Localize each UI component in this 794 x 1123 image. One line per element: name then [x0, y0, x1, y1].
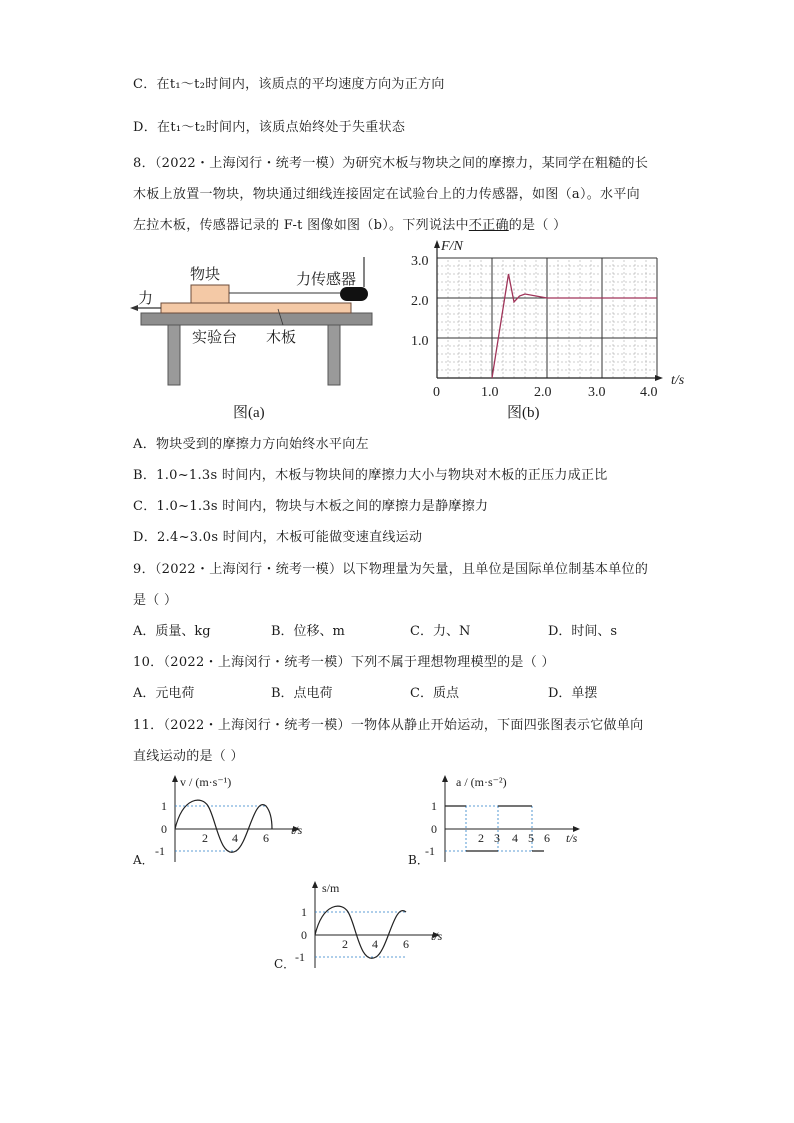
- ft-ytick-1: 1.0: [411, 334, 429, 349]
- svg-text:0: 0: [161, 822, 167, 836]
- q9-stem-line2: 是（ ）: [133, 593, 178, 608]
- svg-text:2: 2: [478, 831, 484, 845]
- graph-a-label: A．: [133, 853, 154, 867]
- graph-c-label: C．: [274, 957, 296, 971]
- prev-option-c: C．在t₁～t₂时间内，该质点的平均速度方向为正方向: [133, 77, 445, 92]
- label-sensor: 力传感器: [296, 272, 357, 288]
- svg-text:6: 6: [403, 937, 409, 951]
- table-leg-left: [168, 325, 180, 385]
- q8-stem-line2: 木板上放置一物块，物块通过细线连接固定在试验台上的力传感器，如图（a）。水平向: [133, 187, 640, 202]
- svg-text:4: 4: [512, 831, 518, 845]
- svg-text:2: 2: [202, 831, 208, 845]
- q11-stem-line1: 11．（2022・上海闵行・统考一模）一物体从静止开始运动，下面四张图表示它做单向: [133, 718, 644, 733]
- svg-text:-1: -1: [425, 844, 435, 858]
- svg-text:5: 5: [528, 831, 534, 845]
- q8-stem-line3-post: 的是（ ）: [508, 218, 567, 233]
- svg-text:1: 1: [161, 799, 167, 813]
- q10-option-c: C．质点: [410, 686, 459, 701]
- graph-a-vt: [150, 772, 320, 864]
- svg-text:4: 4: [232, 831, 238, 845]
- figure-a-apparatus: [128, 255, 378, 390]
- ft-xtick-0: 0: [433, 385, 440, 400]
- table-top: [141, 313, 372, 325]
- svg-text:3: 3: [494, 831, 500, 845]
- label-table: 实验台: [192, 330, 238, 346]
- q10-stem: 10．（2022・上海闵行・统考一模）下列不属于理想物理模型的是（ ）: [133, 655, 555, 670]
- svg-text:-1: -1: [155, 844, 165, 858]
- svg-text:0: 0: [301, 928, 307, 942]
- q8-option-a: A．物块受到的摩擦力方向始终水平向左: [133, 437, 369, 452]
- q11-stem-line2: 直线运动的是（ ）: [133, 749, 244, 764]
- graph-b-at: [420, 772, 590, 864]
- q8-underlined-word: 不正确: [468, 218, 509, 233]
- svg-text:t/s: t/s: [566, 831, 578, 845]
- ft-xlabel: t/s: [671, 373, 685, 388]
- ft-ytick-3: 3.0: [411, 254, 429, 269]
- ft-ylabel: F/N: [441, 239, 463, 254]
- graph-a-curve: [175, 800, 272, 852]
- graph-c-st: [290, 878, 460, 970]
- q8-stem-line3: [133, 214, 566, 233]
- svg-text:2: 2: [342, 937, 348, 951]
- prev-option-d: D．在t₁～t₂时间内，该质点始终处于失重状态: [133, 120, 406, 135]
- block: [191, 285, 229, 303]
- svg-text:t/s: t/s: [291, 823, 303, 837]
- svg-text:6: 6: [263, 831, 269, 845]
- table-leg-right: [328, 325, 340, 385]
- label-block: 物块: [190, 267, 221, 283]
- figure-a-caption: 图(a): [233, 405, 265, 421]
- svg-text:t/s: t/s: [431, 929, 443, 943]
- q9-option-b: B．位移、m: [271, 624, 345, 639]
- q9-stem-line1: 9．（2022・上海闵行・统考一模）以下物理量为矢量，且单位是国际单位制基本单位的: [133, 562, 649, 577]
- ft-xtick-1: 1.0: [481, 385, 499, 400]
- figure-b-ft-chart: [405, 238, 695, 400]
- svg-text:1: 1: [301, 905, 307, 919]
- ft-xtick-4: 4.0: [640, 385, 658, 400]
- q10-option-b: B．点电荷: [271, 686, 333, 701]
- ft-ytick-2: 2.0: [411, 294, 429, 309]
- svg-text:6: 6: [544, 831, 550, 845]
- label-force: 力: [138, 291, 154, 307]
- q10-option-a: A．元电荷: [133, 686, 195, 701]
- force-sensor: [340, 287, 368, 301]
- q8-stem-line3-pre: 左拉木板，传感器记录的 F-t 图像如图（b）。下列说法中: [133, 218, 469, 233]
- wood-board: [161, 303, 351, 313]
- q9-option-c: C．力、N: [410, 624, 471, 639]
- svg-text:4: 4: [372, 937, 378, 951]
- ft-force-curve: [492, 274, 657, 378]
- ft-xtick-2: 2.0: [534, 385, 552, 400]
- svg-text:s/m: s/m: [322, 881, 340, 895]
- q9-option-a: A．质量、kg: [133, 624, 211, 639]
- svg-text:a / (m·s⁻²): a / (m·s⁻²): [456, 775, 507, 789]
- graph-c-curve: [315, 906, 406, 958]
- q8-option-c: C．1.0~1.3s 时间内，物块与木板之间的摩擦力是静摩擦力: [133, 499, 489, 514]
- svg-text:0: 0: [431, 822, 437, 836]
- q9-option-d: D．时间、s: [548, 624, 618, 639]
- q10-option-d: D．单摆: [548, 686, 598, 701]
- svg-text:-1: -1: [295, 950, 305, 964]
- q8-option-d: D．2.4~3.0s 时间内，木板可能做变速直线运动: [133, 530, 423, 545]
- q8-stem-line1: 8．（2022・上海闵行・统考一模）为研究木板与物块之间的摩擦力，某同学在粗糙的长: [133, 156, 649, 171]
- force-arrow-head: [130, 305, 138, 311]
- label-board: 木板: [266, 330, 297, 346]
- ft-xtick-3: 3.0: [588, 385, 606, 400]
- q8-option-b: B．1.0~1.3s 时间内，木板与物块间的摩擦力大小与物块对木板的正压力成正比: [133, 468, 608, 483]
- figure-b-caption: 图(b): [507, 405, 540, 421]
- graph-b-label: B．: [408, 853, 429, 867]
- svg-text:v / (m·s⁻¹): v / (m·s⁻¹): [180, 775, 232, 789]
- svg-text:1: 1: [431, 799, 437, 813]
